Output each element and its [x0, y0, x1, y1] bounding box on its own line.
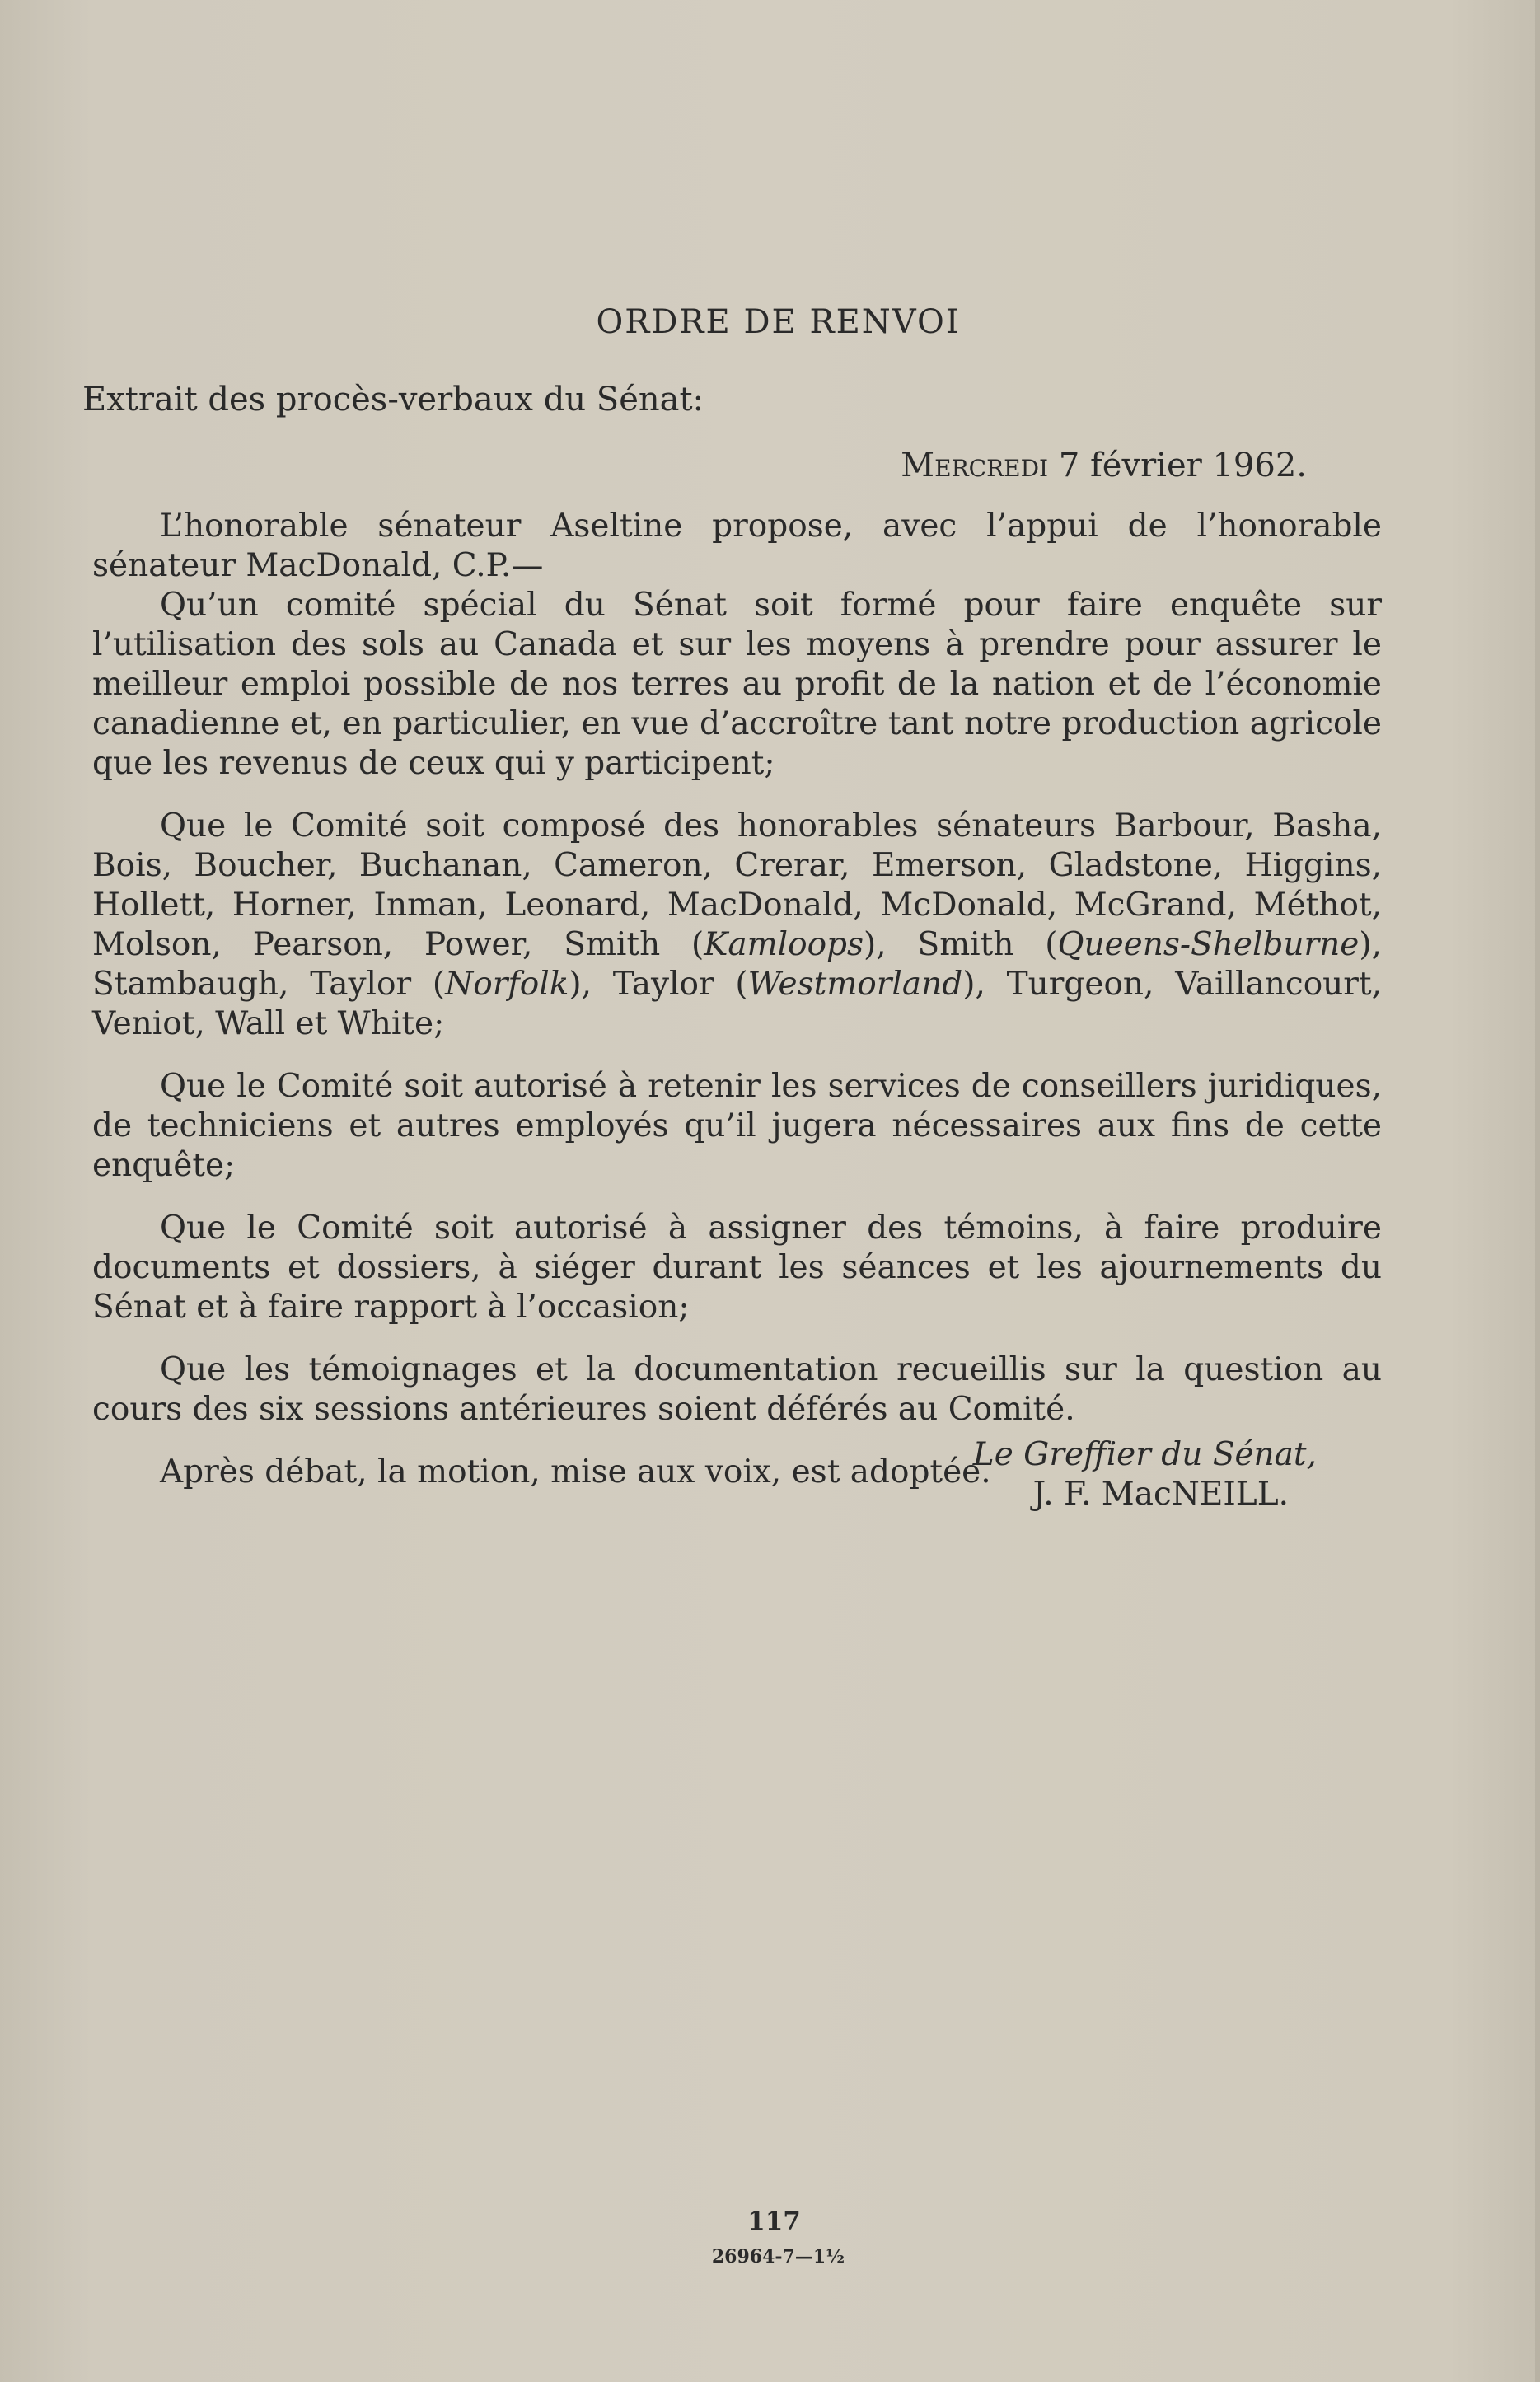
page-number: 117: [747, 2207, 801, 2236]
members-italic-westmorland: Westmorland: [747, 966, 963, 1003]
date-rest: 7 février 1962.: [1048, 447, 1307, 484]
counsel-paragraph: Que le Comité soit autorisé à retenir les services de conseillers juridiques, de techniciens et autres employés qu’il jugera nécessaires aux fins de cette enquête;: [92, 1068, 1382, 1184]
evidence-paragraph: Que les témoignages et la documentation recueillis sur la question au cours des six sessions antérieures soient déférés au Comité.: [92, 1351, 1382, 1428]
date-weekday: Mercredi: [901, 447, 1049, 484]
motion-purpose-paragraph: Qu’un comité spécial du Sénat soit formé pour faire enquête sur l’utilisation des sols au Canada et sur les moyens à prendre pour assurer le meilleur emploi possible de nos terres au profit de la nation et de l’économie canadienne et, en particulier, en vue d’accroître tant notre production agricole que les revenus de ceux qui y participent;: [92, 587, 1382, 782]
members-text-1: Que le Comité soit composé des honorables sénateurs Barbour, Basha, Bois, Boucher, Buchanan, Cameron, Crerar, Emerson, Gladstone, Higgins, Hollett, Horner, Inman, Leonard, MacDonald, McDonald, McGrand, Méthot, Molson, Pearson, Power, Smith (: [92, 807, 1382, 963]
clerk-name: J. F. MacNEILL.: [1032, 1476, 1289, 1513]
motion-text: [92, 507, 1382, 1492]
members-text-4: ), Taylor (: [569, 966, 748, 1003]
members-text-2: ), Smith (: [864, 926, 1058, 963]
adoption-paragraph: Après débat, la motion, mise aux voix, est adoptée.: [160, 1453, 991, 1491]
members-italic-kamloops: Kamloops: [704, 926, 864, 963]
page-edge: [1535, 0, 1540, 2382]
members-text-5: ), Turgeon, Vaillancourt, Veniot, Wall et White;: [92, 966, 1383, 1042]
witnesses-paragraph: Que le Comité soit autorisé à assigner des témoins, à faire produire documents et dossiers, à siéger durant les séances et les ajournements du Sénat et à faire rapport à l’occasion;: [92, 1210, 1382, 1326]
date-line: [0, 447, 1307, 484]
motion-intro-paragraph: L’honorable sénateur Aseltine propose, avec l’appui de l’honorable sénateur MacDonald, C.P.—: [92, 508, 1382, 584]
extract-line: Extrait des procès-verbaux du Sénat:: [82, 381, 704, 419]
members-italic-queens-shelburne: Queens-Shelburne: [1057, 926, 1360, 963]
document-heading: ORDRE DE RENVOI: [596, 303, 961, 341]
committee-members-paragraph: [92, 807, 1382, 1044]
members-text-3: ), Stambaugh, Taylor (: [92, 926, 1382, 1003]
print-code: 26964-7—1½: [711, 2246, 845, 2267]
members-italic-norfolk: Norfolk: [445, 966, 569, 1003]
clerk-title: Le Greffier du Sénat,: [972, 1436, 1317, 1473]
signature-block: [0, 1435, 1317, 1514]
